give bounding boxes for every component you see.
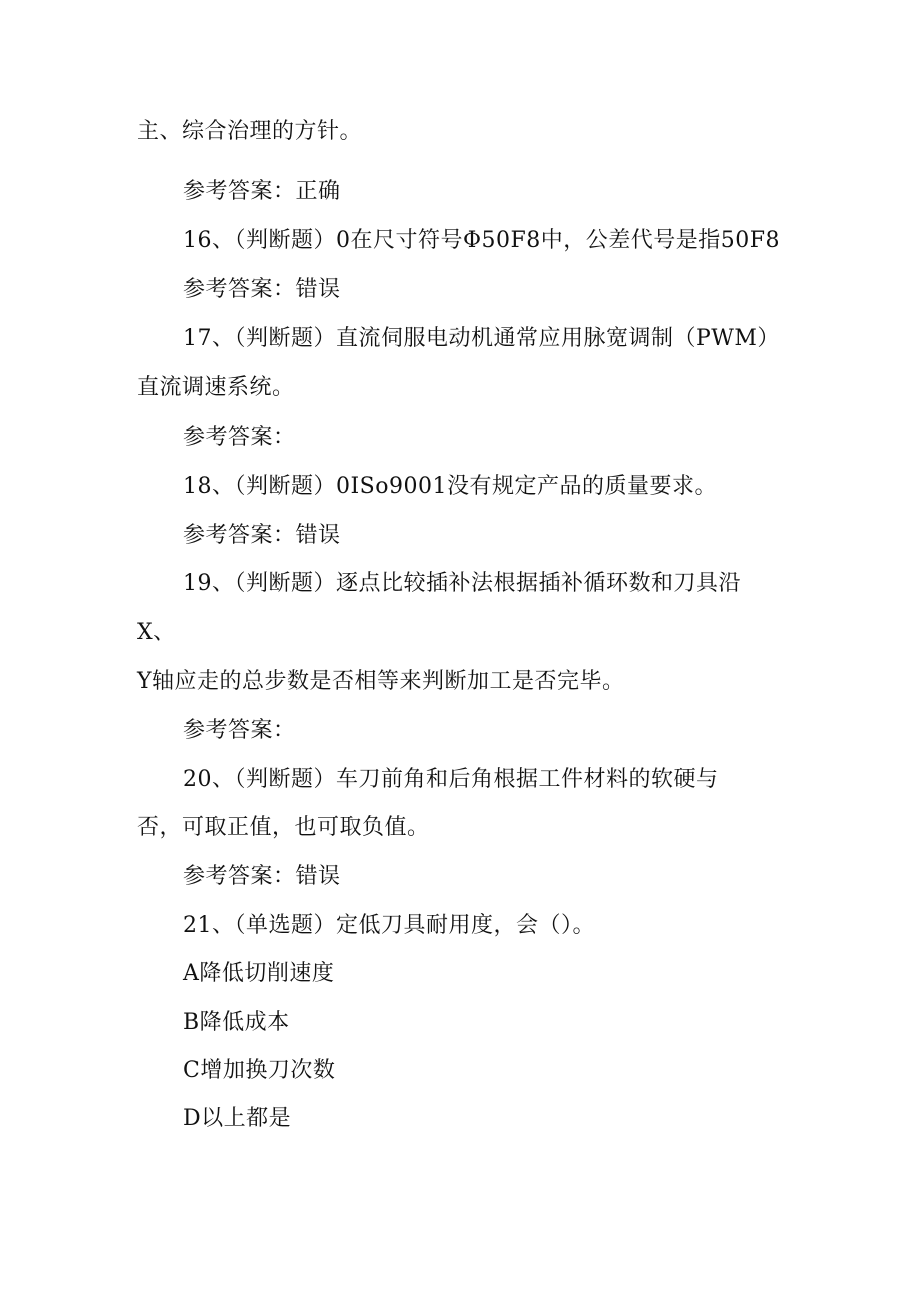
- question-20: 20、（判断题）车刀前角和后角根据工件材料的软硬与: [183, 767, 719, 792]
- answer-19: 参考答案：: [183, 718, 296, 743]
- question-18: 18、（判断题）0ISo9001没有规定产品的质量要求。: [183, 474, 717, 499]
- answer-16: 参考答案：错误: [183, 277, 341, 302]
- question-16: 16、（判断题）0在尺寸符号Φ50F8中，公差代号是指50F8: [183, 228, 781, 253]
- question-17-continuation: 直流调速系统。: [137, 375, 295, 400]
- option-c: C增加换刀次数: [183, 1058, 336, 1083]
- question-19-continuation-2: Y轴应走的总步数是否相等来判断加工是否完毕。: [137, 669, 625, 694]
- answer-17: 参考答案：: [183, 425, 296, 450]
- question-19-continuation-1: X、: [137, 620, 176, 645]
- answer-20: 参考答案：错误: [183, 864, 341, 889]
- question-20-continuation: 否，可取正值，也可取负值。: [137, 815, 430, 840]
- question-21: 21、（单选题）定低刀具耐用度，会（）。: [183, 913, 595, 938]
- option-b: B降低成本: [183, 1010, 290, 1035]
- answer-15: 参考答案：正确: [183, 179, 341, 204]
- question-17: 17、（判断题）直流伺服电动机通常应用脉宽调制（PWM）: [183, 326, 780, 351]
- question-15-continuation: 主、综合治理的方针。: [137, 119, 363, 144]
- answer-18: 参考答案：错误: [183, 523, 341, 548]
- question-19: 19、（判断题）逐点比较插补法根据插补循环数和刀具沿: [183, 571, 741, 596]
- option-d: D以上都是: [183, 1106, 292, 1131]
- option-a: A降低切削速度: [183, 961, 335, 986]
